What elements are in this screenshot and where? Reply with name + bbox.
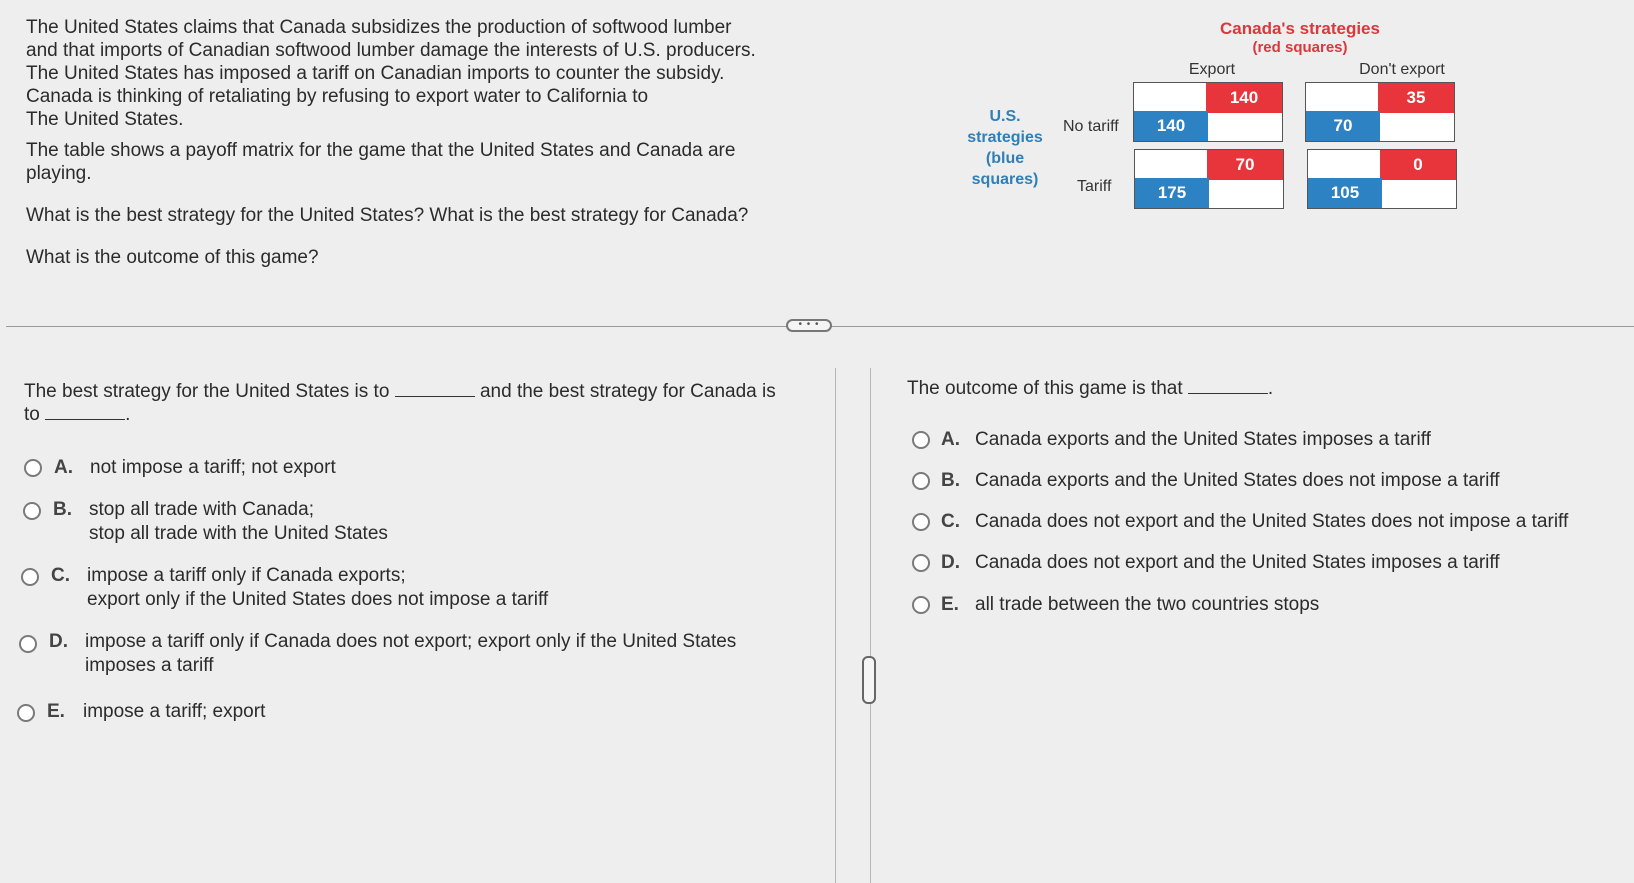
answer-blank-canada [45, 403, 125, 420]
right-option-e[interactable] [912, 593, 1622, 623]
option-text: stop all trade with Canada; stop all trade with the United States [89, 499, 388, 544]
problem-table-note: The table shows a payoff matrix for the game that the United States and Canada are playing. [26, 140, 736, 184]
problem-statement [26, 16, 786, 269]
question-strategies: What is the best strategy for the United States? What is the best strategy for Canada? [26, 205, 749, 226]
us-payoff: 175 [1135, 178, 1209, 208]
radio-button[interactable] [912, 472, 930, 490]
row-label-no-tariff: No tariff [1063, 118, 1119, 135]
right-question-part2: . [1267, 378, 1274, 399]
left-question [24, 380, 814, 426]
left-question-part1: The best strategy for the United States is to [24, 381, 390, 402]
option-letter: D. [49, 631, 68, 652]
left-option-c[interactable] [21, 564, 821, 616]
left-option-e[interactable] [17, 700, 817, 730]
canada-payoff: 0 [1380, 150, 1456, 180]
problem-intro: The United States claims that Canada subsidizes the production of softwood lumber and that imports of Canadian softwood lumber damage the interests of U.S. producers. The United States has imposed a tariff on Canadian imports to counter the subsidy. Canada is thinking of retaliating by refusing to export water to California to The United States. [26, 17, 756, 130]
vertical-splitter-handle[interactable] [862, 656, 876, 704]
left-question-part4: . [125, 404, 131, 425]
us-payoff: 70 [1306, 111, 1380, 141]
col-label-export: Export [1188, 61, 1236, 78]
option-text: all trade between the two countries stops [975, 594, 1320, 615]
right-question-part1: The outcome of this game is that [907, 378, 1183, 399]
left-option-b[interactable] [23, 498, 823, 550]
option-letter: C. [941, 511, 960, 532]
radio-button[interactable] [21, 568, 39, 586]
col-label-dont-export: Don't export [1359, 61, 1445, 78]
vertical-divider-left [835, 368, 836, 883]
option-text: Canada does not export and the United States imposes a tariff [975, 552, 1500, 573]
radio-button[interactable] [912, 596, 930, 614]
payoff-cell-no-tariff-dont-export [1305, 82, 1455, 142]
left-question-part2: and the best strategy for Canada is [479, 381, 776, 402]
us-payoff: 105 [1308, 178, 1382, 208]
canada-payoff: 70 [1207, 150, 1283, 180]
right-question [907, 377, 1607, 400]
right-option-a[interactable] [912, 428, 1622, 458]
radio-button[interactable] [23, 502, 41, 520]
option-letter: B. [941, 470, 960, 491]
option-text: impose a tariff; export [83, 701, 266, 722]
radio-button[interactable] [912, 431, 930, 449]
left-question-part3: to [24, 404, 40, 425]
option-text: not impose a tariff; not export [90, 457, 336, 478]
option-letter: E. [941, 594, 959, 615]
payoff-cell-tariff-export [1134, 149, 1284, 209]
question-outcome: What is the outcome of this game? [26, 247, 319, 268]
option-letter: A. [54, 457, 73, 478]
answer-blank-us [395, 380, 475, 397]
option-letter: B. [53, 499, 72, 520]
option-text: Canada exports and the United States does not impose a tariff [975, 470, 1500, 491]
radio-button[interactable] [17, 704, 35, 722]
radio-button[interactable] [24, 459, 42, 477]
option-letter: E. [47, 701, 65, 722]
us-strategies-label: U.S. strategies (blue squares) [967, 108, 1043, 188]
payoff-cell-tariff-dont-export [1307, 149, 1457, 209]
right-option-b[interactable] [912, 469, 1622, 499]
canada-strategies-title: Canada's strategies [1220, 19, 1380, 38]
option-text: impose a tariff only if Canada exports; export only if the United States does not impose a tariff [87, 565, 549, 610]
radio-button[interactable] [912, 554, 930, 572]
right-option-d[interactable] [912, 551, 1622, 581]
option-text: Canada exports and the United States imposes a tariff [975, 429, 1431, 450]
left-option-d[interactable] [19, 630, 824, 682]
option-letter: A. [941, 429, 960, 450]
canada-payoff: 140 [1206, 83, 1282, 113]
row-label-tariff: Tariff [1077, 178, 1112, 195]
option-text: Canada does not export and the United States does not impose a tariff [975, 511, 1569, 532]
divider-drag-handle[interactable]: • • • [786, 319, 832, 332]
option-letter: D. [941, 552, 960, 573]
canada-payoff: 35 [1378, 83, 1454, 113]
radio-button[interactable] [912, 513, 930, 531]
answer-blank-outcome [1188, 377, 1268, 394]
payoff-cell-no-tariff-export [1133, 82, 1283, 142]
option-text: impose a tariff only if Canada does not export; export only if the United States imposes a tariff [85, 631, 737, 676]
right-option-c[interactable] [912, 510, 1627, 540]
us-payoff: 140 [1134, 111, 1208, 141]
canada-strategies-subtitle: (red squares) [1252, 39, 1348, 56]
radio-button[interactable] [19, 635, 37, 653]
left-option-a[interactable] [24, 456, 824, 486]
vertical-divider-right [870, 368, 871, 883]
option-letter: C. [51, 565, 70, 586]
